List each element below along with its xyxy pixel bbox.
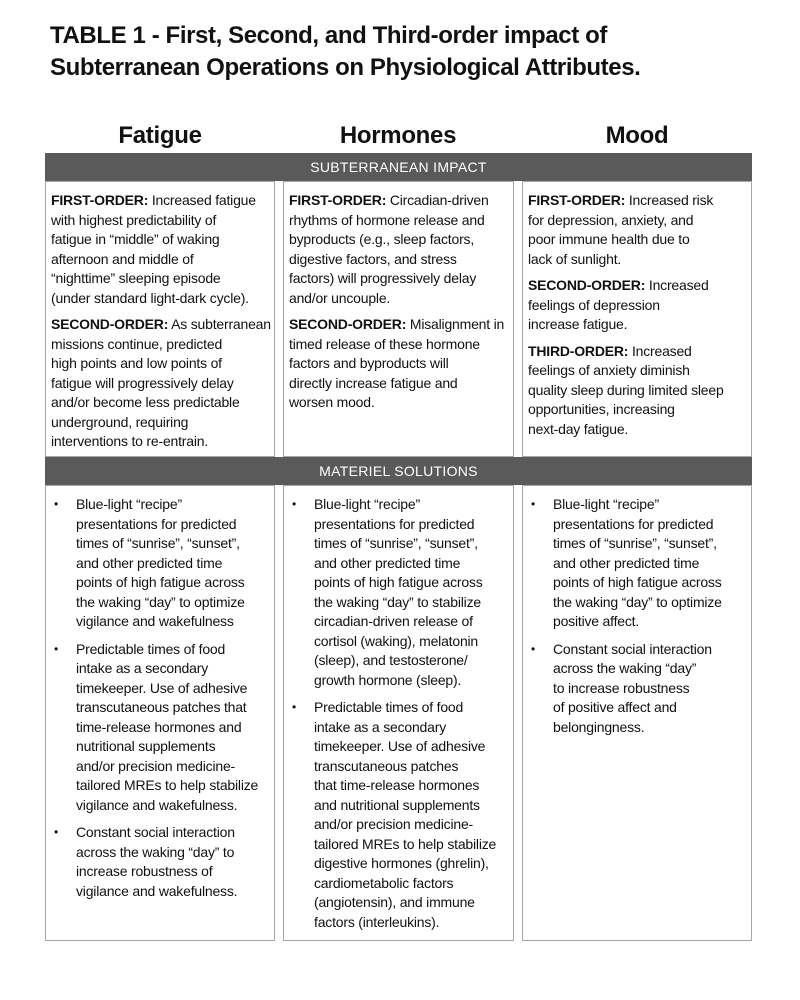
list-item-line: that time-release hormones xyxy=(314,777,480,793)
impact-paragraph xyxy=(51,315,270,452)
impact-line xyxy=(51,315,270,335)
impact-text: feelings of anxiety diminish xyxy=(528,362,690,378)
impact-paragraph xyxy=(289,191,509,308)
impact-line xyxy=(51,211,270,231)
list-item-line: • Blue-light “recipe” xyxy=(314,496,420,512)
list-item-line: growth hormone (sleep). xyxy=(314,671,462,688)
impact-text: high points and low points of xyxy=(51,355,222,371)
impact-text: feelings of depression xyxy=(528,296,660,313)
impact-line xyxy=(289,191,509,211)
list-item-line: digestive hormones (ghrelin), xyxy=(314,855,489,871)
column-header-hormones: Hormones xyxy=(339,122,457,149)
solutions-cell-fatigue xyxy=(45,485,275,941)
list-item-line: (sleep), and testosterone/ xyxy=(314,652,468,668)
solutions-list xyxy=(52,495,270,901)
impact-text: with highest predictability of xyxy=(51,211,217,228)
section-band-solutions: MATERIEL SOLUTIONS xyxy=(45,457,752,485)
order-label: FIRST-ORDER: xyxy=(289,192,387,208)
list-item-line: vigilance and wakefulness xyxy=(76,613,234,629)
list-item-line: time-release hormones and xyxy=(76,718,242,735)
impact-text: underground, requiring xyxy=(51,413,189,430)
impact-text: Increased xyxy=(628,342,692,359)
order-label: FIRST-ORDER: xyxy=(51,192,149,208)
impact-line xyxy=(289,315,509,335)
impact-text: interventions to re-entrain. xyxy=(51,433,209,449)
impact-text: As subterranean xyxy=(168,316,271,332)
impact-line xyxy=(289,374,509,394)
list-item-line: presentations for predicted xyxy=(314,515,475,532)
column-header-fatigue: Fatigue xyxy=(118,122,202,149)
impact-cell-hormones xyxy=(283,181,514,457)
order-label: THIRD-ORDER: xyxy=(528,342,629,359)
impact-line xyxy=(528,191,747,211)
impact-text: factors and byproducts will xyxy=(289,355,449,371)
list-item-line: and other predicted time xyxy=(553,554,700,571)
table-title-line-1: TABLE 1 - First, Second, and Third-order impact of xyxy=(50,22,607,49)
order-label: FIRST-ORDER: xyxy=(528,192,626,208)
list-item-line: times of “sunrise”, “sunset”, xyxy=(76,535,240,551)
impact-line xyxy=(289,393,509,413)
list-item-line: transcutaneous patches xyxy=(314,757,459,774)
impact-text: timed release of these hormone xyxy=(289,335,480,352)
list-item-line: vigilance and wakefulness. xyxy=(76,882,238,899)
list-item-line: to increase robustness xyxy=(553,679,690,696)
list-item-line: the waking “day” to stabilize xyxy=(314,593,481,610)
impact-text: “nighttime” sleeping episode xyxy=(51,270,221,286)
list-item-line: presentations for predicted xyxy=(553,515,714,532)
column-header-mood: Mood xyxy=(605,122,669,149)
impact-text: and/or uncouple. xyxy=(289,289,391,306)
impact-cell-mood xyxy=(522,181,752,457)
impact-line xyxy=(528,230,747,250)
impact-text: Circadian-driven xyxy=(386,192,489,208)
section-band-impact: SUBTERRANEAN IMPACT xyxy=(45,153,752,181)
list-item-line: and nutritional supplements xyxy=(314,796,480,813)
impact-text: opportunities, increasing xyxy=(528,401,675,417)
list-item-line: positive affect. xyxy=(553,613,640,629)
impact-text: and/or become less predictable xyxy=(51,394,240,410)
list-item xyxy=(290,495,509,690)
impact-text: increase fatigue. xyxy=(528,316,628,332)
impact-line xyxy=(51,335,270,355)
impact-text: factors) will progressively delay xyxy=(289,270,477,286)
impact-text: poor immune health due to xyxy=(528,231,690,247)
impact-line xyxy=(51,354,270,374)
list-item-line: belongingness. xyxy=(553,718,645,735)
impact-line xyxy=(528,342,747,362)
impact-text: Increased xyxy=(645,277,709,293)
impact-paragraph xyxy=(528,191,747,269)
list-item-line: • Constant social interaction xyxy=(76,824,235,840)
impact-text: missions continue, predicted xyxy=(51,335,223,352)
impact-line xyxy=(51,413,270,433)
impact-text: fatigue will progressively delay xyxy=(51,374,234,391)
list-item-line: the waking “day” to optimize xyxy=(76,593,245,610)
list-item-line: times of “sunrise”, “sunset”, xyxy=(553,535,717,551)
list-item-line: transcutaneous patches that xyxy=(76,699,247,715)
impact-text: Misalignment in xyxy=(406,316,505,332)
impact-paragraph xyxy=(528,276,747,335)
impact-text: fatigue in “middle” of waking xyxy=(51,231,220,247)
impact-line xyxy=(289,230,509,250)
list-item-line: cortisol (waking), melatonin xyxy=(314,632,479,649)
solutions-cell-mood xyxy=(522,485,752,941)
list-item-line: times of “sunrise”, “sunset”, xyxy=(314,535,478,551)
impact-text: quality sleep during limited sleep xyxy=(528,381,724,398)
impact-line xyxy=(51,269,270,289)
impact-paragraph xyxy=(289,315,509,413)
solutions-list xyxy=(529,495,747,737)
impact-text: (under standard light-dark cycle). xyxy=(51,289,249,306)
impact-line xyxy=(289,289,509,309)
list-item-line: of positive affect and xyxy=(553,699,677,715)
impact-line xyxy=(528,315,747,335)
list-item-line: intake as a secondary xyxy=(314,718,446,735)
order-label: SECOND-ORDER: xyxy=(528,277,646,293)
impact-line xyxy=(51,191,270,211)
solutions-cell-hormones xyxy=(283,485,514,941)
impact-line xyxy=(51,230,270,250)
table-title xyxy=(50,20,770,84)
impact-line xyxy=(528,250,747,270)
impact-paragraph xyxy=(51,191,270,308)
impact-text: next-day fatigue. xyxy=(528,420,629,437)
list-item-line: • Predictable times of food xyxy=(314,699,464,715)
impact-line xyxy=(51,432,270,452)
impact-line xyxy=(528,276,747,296)
list-item-line: across the waking “day” to xyxy=(76,843,235,860)
list-item xyxy=(52,823,270,901)
list-item-line: timekeeper. Use of adhesive xyxy=(76,679,248,696)
impact-text: afternoon and middle of xyxy=(51,250,194,267)
list-item-line: circadian-driven release of xyxy=(314,613,473,629)
solutions-list xyxy=(290,495,509,932)
impact-line xyxy=(289,335,509,355)
list-item-line: nutritional supplements xyxy=(76,738,216,754)
impact-text: lack of sunlight. xyxy=(528,250,622,267)
list-item-line: cardiometabolic factors xyxy=(314,874,454,891)
impact-line xyxy=(528,420,747,440)
list-item-line: across the waking “day” xyxy=(553,660,697,676)
list-item xyxy=(52,495,270,632)
list-item-line: • Blue-light “recipe” xyxy=(553,496,659,512)
impact-line xyxy=(528,296,747,316)
list-item-line: vigilance and wakefulness. xyxy=(76,796,238,813)
list-item xyxy=(52,640,270,816)
list-item-line: the waking “day” to optimize xyxy=(553,593,722,610)
impact-line xyxy=(528,211,747,231)
impact-line xyxy=(51,374,270,394)
list-item xyxy=(529,495,747,632)
list-item-line: points of high fatigue across xyxy=(76,574,245,590)
list-item-line: points of high fatigue across xyxy=(314,574,483,590)
order-label: SECOND-ORDER: xyxy=(289,316,407,332)
list-item-line: intake as a secondary xyxy=(76,660,208,676)
list-item-line: (angiotensin), and immune xyxy=(314,894,475,910)
list-item-line: • Blue-light “recipe” xyxy=(76,496,182,512)
list-item xyxy=(290,698,509,932)
order-label: SECOND-ORDER: xyxy=(51,316,169,332)
list-item-line: and/or precision medicine- xyxy=(314,816,473,832)
impact-line xyxy=(289,354,509,374)
impact-text: digestive factors, and stress xyxy=(289,250,457,267)
impact-line xyxy=(51,250,270,270)
impact-text: rhythms of hormone release and xyxy=(289,211,485,228)
impact-line xyxy=(528,381,747,401)
impact-line xyxy=(289,211,509,231)
list-item-line: factors (interleukins). xyxy=(314,913,440,930)
impact-line xyxy=(51,289,270,309)
list-item-line: • Predictable times of food xyxy=(76,640,226,657)
list-item-line: • Constant social interaction xyxy=(553,640,712,657)
impact-text: worsen mood. xyxy=(289,394,375,410)
impact-line xyxy=(289,269,509,289)
list-item-line: and/or precision medicine- xyxy=(76,757,235,774)
impact-line xyxy=(51,393,270,413)
impact-paragraph xyxy=(528,342,747,440)
list-item-line: increase robustness of xyxy=(76,863,213,879)
list-item-line: and other predicted time xyxy=(314,554,461,571)
list-item-line: tailored MREs to help stabilize xyxy=(314,835,497,852)
impact-line xyxy=(289,250,509,270)
list-item-line: presentations for predicted xyxy=(76,515,237,532)
impact-text: directly increase fatigue and xyxy=(289,374,458,391)
table-title-line-2: Subterranean Operations on Physiological Attributes. xyxy=(50,54,641,81)
impact-cell-fatigue xyxy=(45,181,275,457)
impact-line xyxy=(528,400,747,420)
list-item-line: points of high fatigue across xyxy=(553,574,722,590)
impact-text: Increased risk xyxy=(625,192,714,208)
list-item-line: and other predicted time xyxy=(76,554,223,571)
list-item-line: tailored MREs to help stabilize xyxy=(76,777,259,793)
impact-text: Increased fatigue xyxy=(148,192,256,208)
list-item xyxy=(529,640,747,738)
impact-text: byproducts (e.g., sleep factors, xyxy=(289,231,475,247)
impact-text: for depression, anxiety, and xyxy=(528,211,694,228)
list-item-line: timekeeper. Use of adhesive xyxy=(314,738,486,754)
impact-line xyxy=(528,361,747,381)
